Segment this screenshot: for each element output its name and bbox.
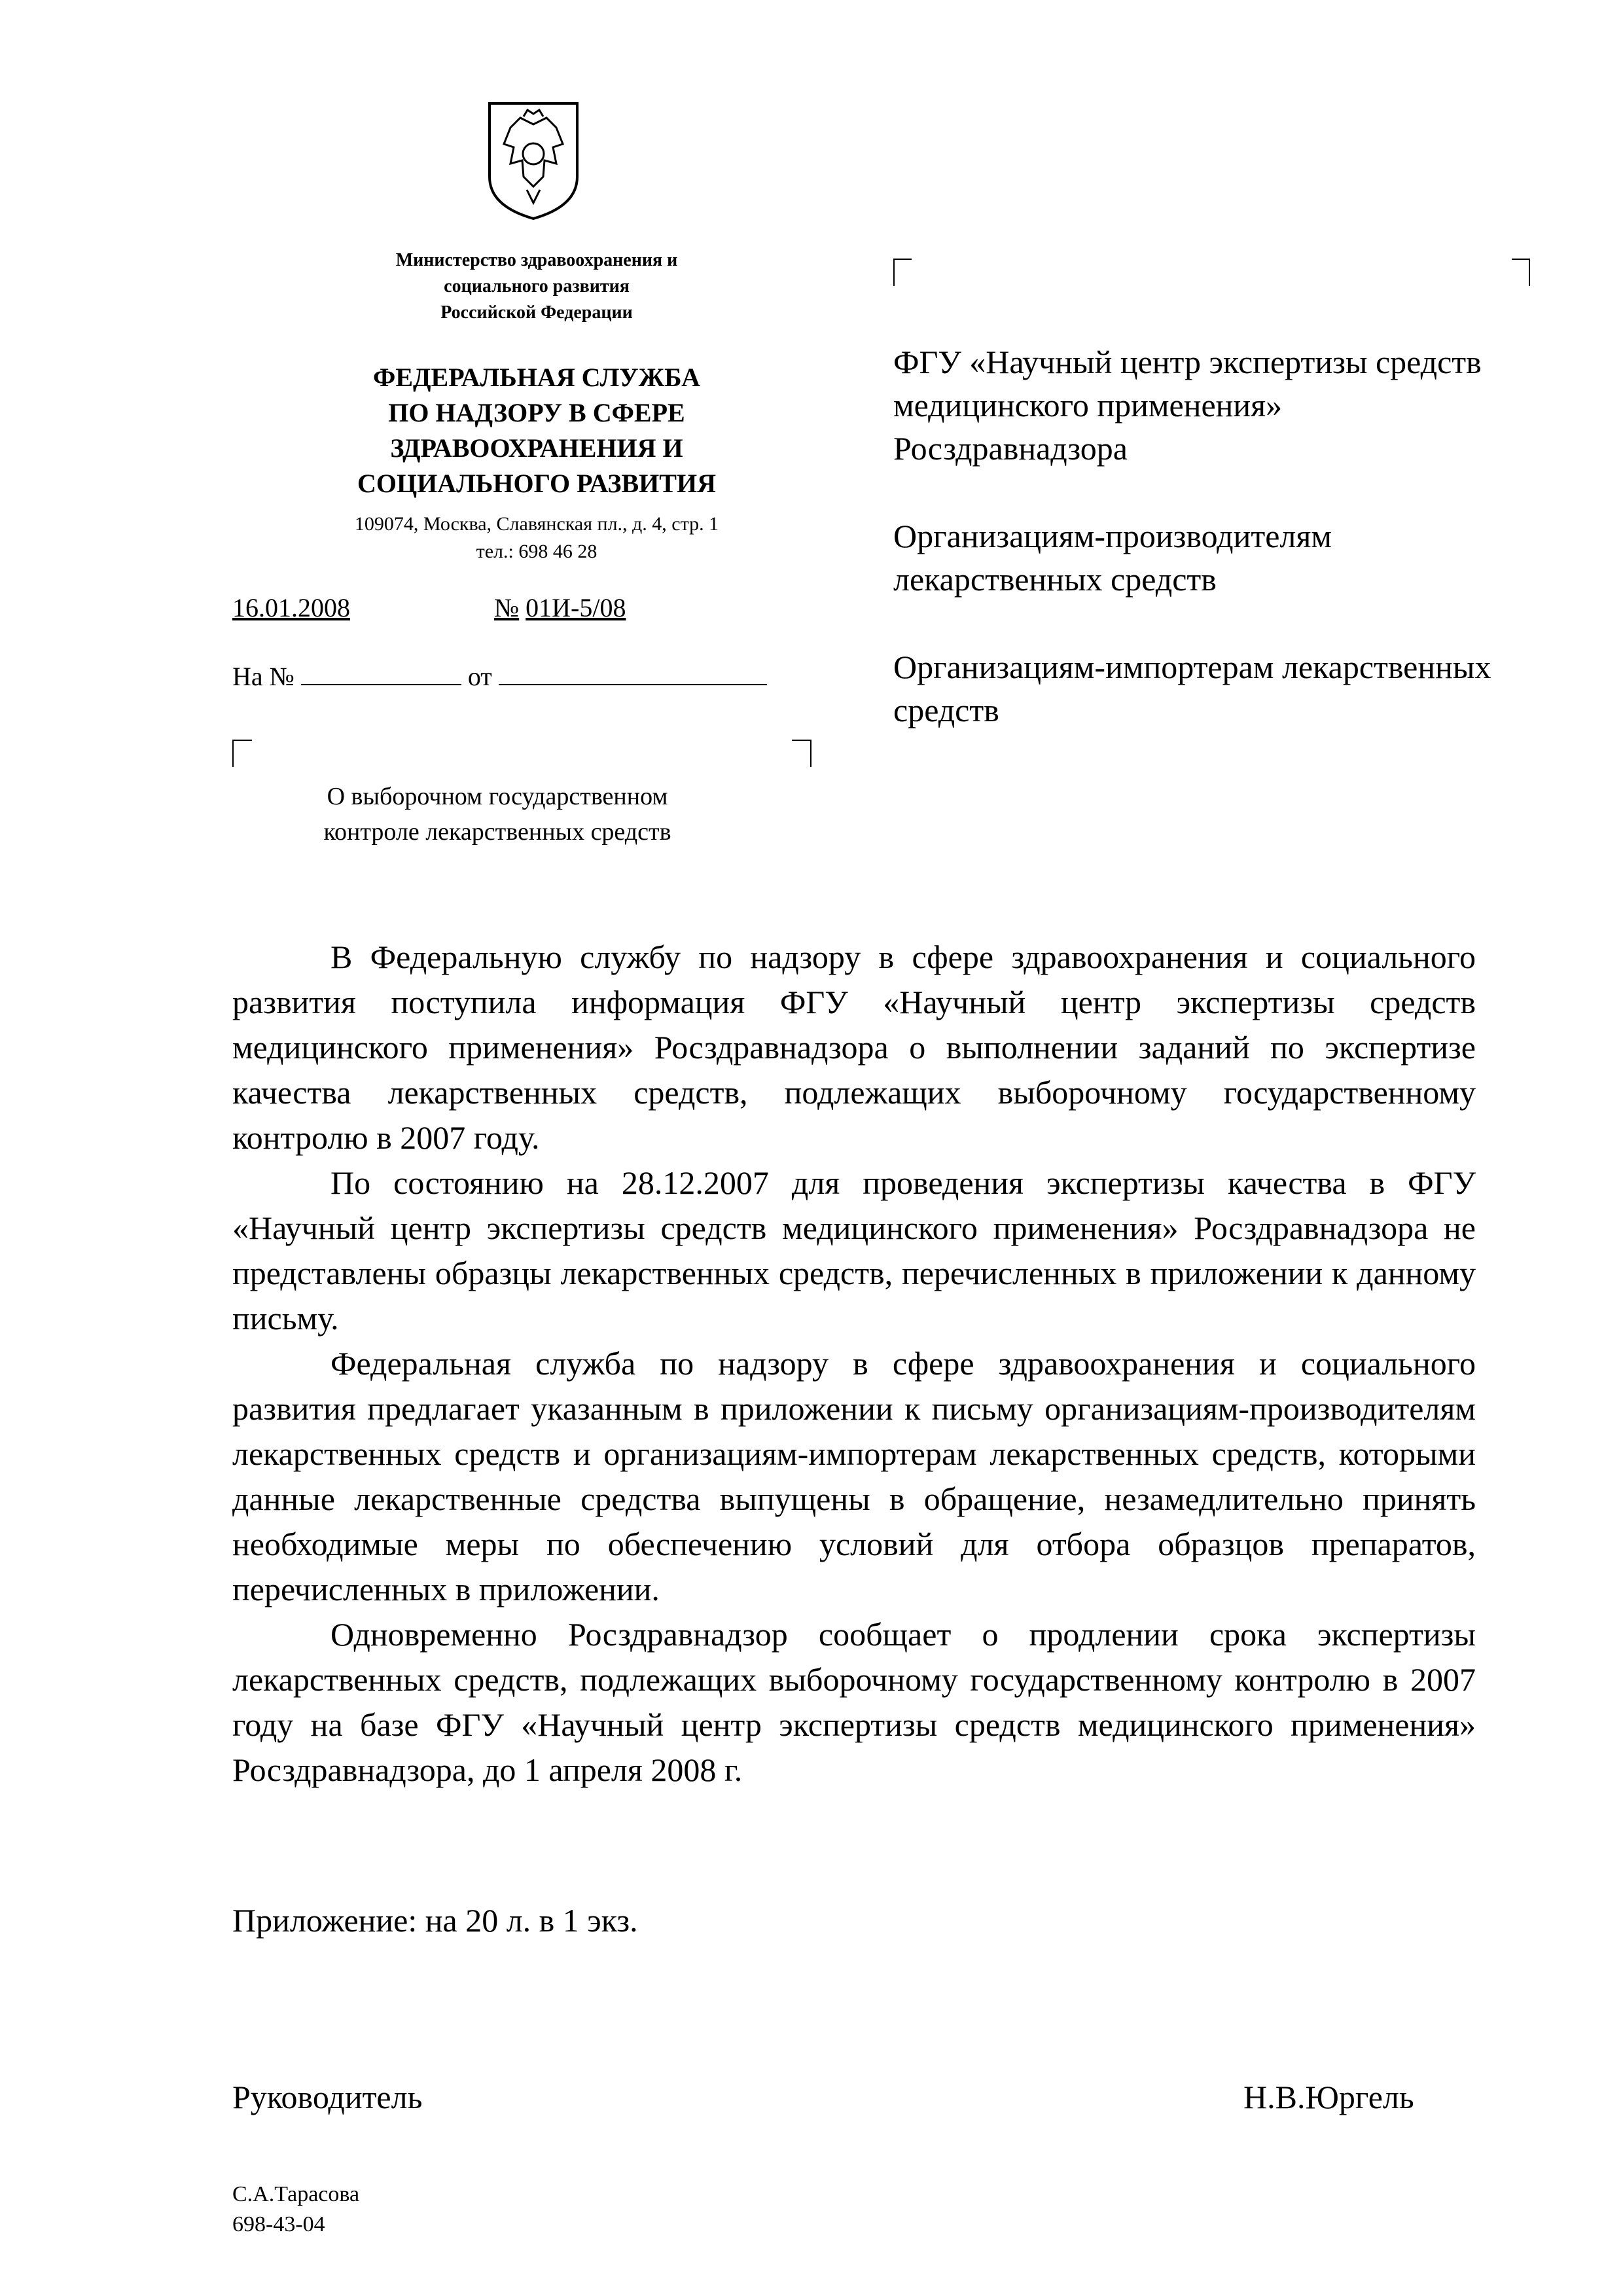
ministry-line: социального развития xyxy=(444,276,630,296)
attachment-note: Приложение: на 20 л. в 1 экз. xyxy=(232,1902,638,1939)
ministry-line: Российской Федерации xyxy=(440,302,633,323)
phone-line: тел.: 698 46 28 xyxy=(476,541,597,562)
reply-from-label: от xyxy=(467,662,492,691)
ministry-name xyxy=(327,247,746,326)
executor-name: С.А.Тарасова xyxy=(232,2182,360,2206)
body-paragraph: По состоянию на 28.12.2007 для проведения экспертизы качества в ФГУ «Научный центр экспертизы средств медицинского применения» Росздравнадзора не представлены образцы лекарственных средств, перечисленных в приложении к данному письму. xyxy=(232,1164,1476,1336)
subject-line: О выборочном государственном xyxy=(327,783,668,810)
authority-line: СОЦИАЛЬНОГО РАЗВИТИЯ xyxy=(357,469,716,498)
subject-bracket-left xyxy=(232,740,252,767)
recipients-block xyxy=(893,340,1522,776)
subject-line: контроле лекарственных средств xyxy=(323,818,671,846)
issuing-authority xyxy=(275,360,798,501)
recipient-bracket-left xyxy=(893,259,912,286)
reply-reference xyxy=(232,661,767,692)
authority-line: ПО НАДЗОРУ В СФЕРЕ xyxy=(388,398,685,427)
recipient: ФГУ «Научный центр экспертизы средств медицинского применения» Росздравнадзора xyxy=(893,344,1482,467)
letter-subject xyxy=(262,779,733,850)
body-paragraph: Одновременно Росздравнадзор сообщает о продлении срока экспертизы лекарственных средств, подлежащих выборочному государственному контролю в 2007 году на базе ФГУ «Научный центр экспертизы средств медицинского применения» Росздравнадзора, до 1 апреля 2008 г. xyxy=(232,1616,1476,1788)
reply-date-blank xyxy=(499,662,767,685)
letter-number xyxy=(494,592,626,623)
recipient: Организациям-производителям лекарственных средств xyxy=(893,518,1332,598)
authority-address xyxy=(275,511,798,565)
subject-bracket-right xyxy=(792,740,812,767)
reply-number-blank xyxy=(301,662,461,685)
body-paragraph: Федеральная служба по надзору в сфере здравоохранения и социального развития предлагает указанным в приложении к письму организациям-производителям лекарственных средств и организациям-импортерам лекарственных средств, которыми данные лекарственные средства выпущены в обращение, незамедлительно принять необходимые меры по обеспечению условий для отбора образцов препаратов, перечисленных в приложении. xyxy=(232,1345,1476,1607)
coat-of-arms-emblem xyxy=(484,98,582,223)
authority-line: ЗДРАВООХРАНЕНИЯ И xyxy=(390,433,683,463)
authority-line: ФЕДЕРАЛЬНАЯ СЛУЖБА xyxy=(373,363,700,392)
letter-body xyxy=(232,935,1476,1793)
executor-info xyxy=(232,2179,359,2240)
body-paragraph: В Федеральную службу по надзору в сфере здравоохранения и социального развития поступила информация ФГУ «Научный центр экспертизы средств медицинского применения» Росздравнадзора о выполнении заданий по экспертизе качества лекарственных средств, подлежащих выборочному государственному контролю в 2007 году. xyxy=(232,939,1476,1156)
address-line: 109074, Москва, Славянская пл., д. 4, стр. 1 xyxy=(354,513,719,535)
recipient: Организациям-импортерам лекарственных средств xyxy=(893,649,1491,728)
letter-date: 16.01.2008 xyxy=(232,593,350,622)
number-value: 01И-5/08 xyxy=(526,593,626,622)
recipient-bracket-right xyxy=(1512,259,1530,286)
reply-prefix: На № xyxy=(232,662,294,691)
executor-phone: 698-43-04 xyxy=(232,2212,325,2236)
signer-name: Н.В.Юргель xyxy=(1243,2079,1414,2115)
number-sign: № xyxy=(494,593,520,622)
signer-position: Руководитель xyxy=(232,2079,423,2115)
ministry-line: Министерство здравоохранения и xyxy=(395,250,678,270)
